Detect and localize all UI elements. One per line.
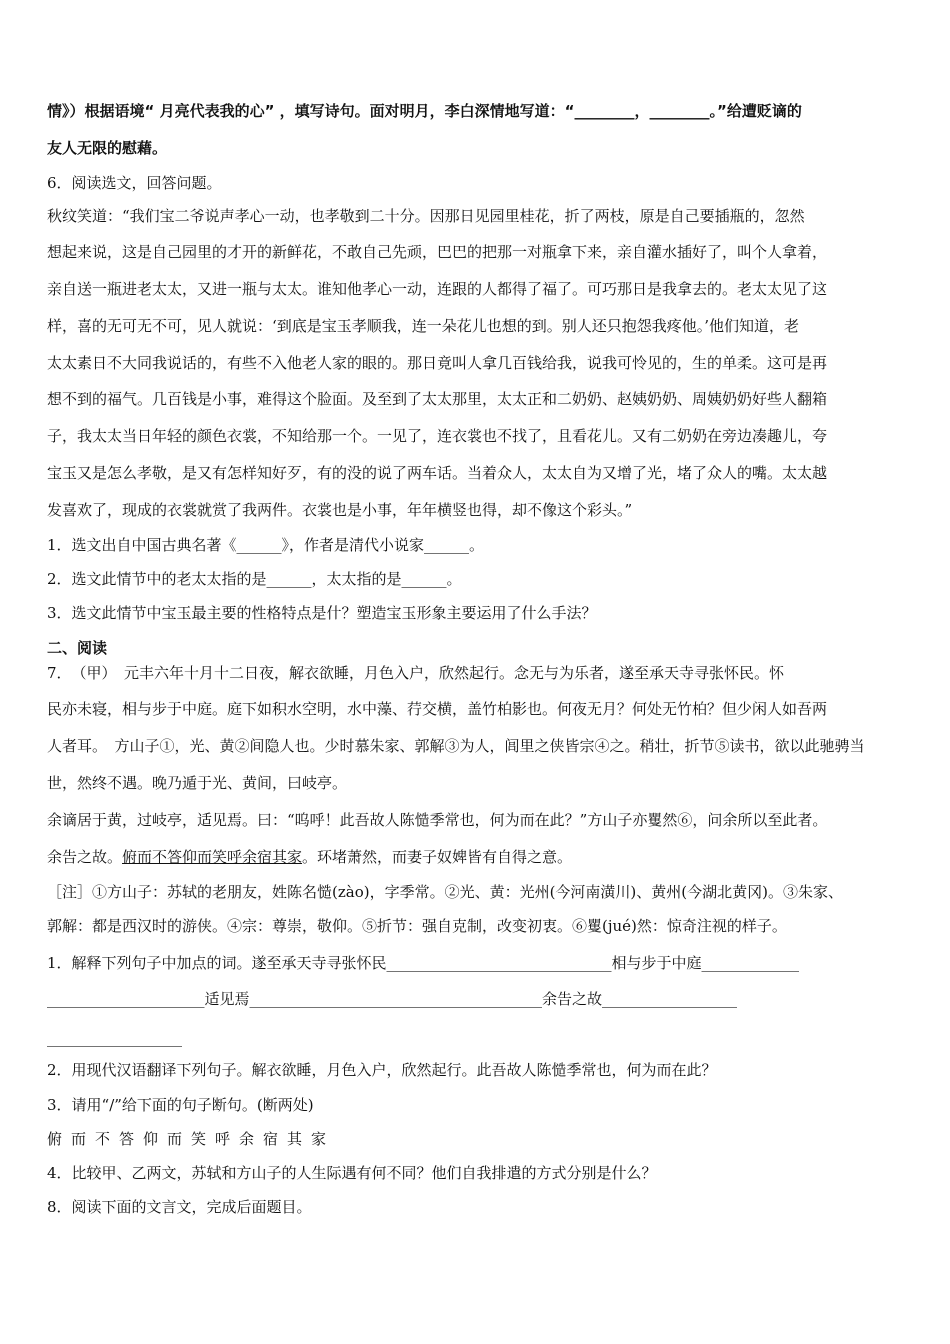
q6-question-2: 2．选文此情节中的老太太指的是______，太太指的是______。 (47, 570, 462, 588)
q7-passage-line: 7． （甲） 元丰六年十月十二日夜，解衣欲睡，月色入户，欣然起行。念无与为乐者，遂至承天寺寻张怀民。怀 (47, 664, 785, 682)
q7-note-line: 郭解：都是西汉时的游侠。④宗：尊崇，敬仰。⑤折节：强自克制，改变初衷。⑥矍(jué)然：惊奇注视的样子。 (47, 917, 787, 935)
q7-passage-line: 世，然终不遇。晚乃遁于光、黄间，曰岐亭。 (47, 774, 348, 792)
q7-passage-line: 人者耳。 方山子①，光、黄②间隐人也。少时慕朱家、郭解③为人，闾里之侠皆宗④之。稍壮，折节⑤读书，欲以此驰骋当 (47, 737, 865, 755)
q6-passage-line: 秋纹笑道：“我们宝二爷说声孝心一动，也孝敬到二十分。因那日见园里桂花，折了两枝，原是自己要插瓶的，忽然 (47, 207, 805, 225)
q6-heading: 6．阅读选文，回答问题。 (47, 174, 222, 192)
q7-question-1-line2: _____________________适见焉_______________________________________余告之故__________________ (47, 990, 738, 1008)
q5-tail-line2: 友人无限的慰藉。 (47, 139, 168, 157)
q6-passage-line: 太太素日不大同我说话的，有些不入他老人家的眼的。那日竟叫人拿几百钱给我，说我可怜见的，生的单柔。这可是再 (47, 354, 828, 372)
q6-passage-line: 样，喜的无可无不可，见人就说：‘到底是宝玉孝顺我，连一朵花儿也想的到。别人还只抱怨我疼他。’他们知道，老 (47, 317, 800, 335)
q7-note-line: ［注］①方山子：苏轼的老朋友，姓陈名慥(zào)，字季常。②光、黄：光州(今河南潢川)、黄州(今湖北黄冈)。③朱家、 (47, 883, 843, 901)
q7-passage-last-line (47, 847, 907, 867)
q8-heading: 8．阅读下面的文言文，完成后面题目。 (47, 1198, 312, 1216)
q7-question-2: 2．用现代汉语翻译下列句子。解衣欲睡，月色入户，欣然起行。此吾故人陈慥季常也，何为而在此？ (47, 1061, 717, 1079)
q7-question-4: 4．比较甲、乙两文，苏轼和方山子的人生际遇有何不同？他们自我排遣的方式分别是什么？ (47, 1164, 657, 1182)
section-title: 二、阅读 (47, 639, 108, 657)
q7-last-pre: 余告之故。 (47, 848, 123, 866)
q7-passage-line: 民亦未寝，相与步于中庭。庭下如积水空明，水中藻、荇交横，盖竹柏影也。何夜无月？何处无竹柏？但少闲人如吾两 (47, 700, 828, 718)
q6-passage-line: 想不到的福气。几百钱是小事，难得这个脸面。及至到了太太那里，太太正和二奶奶、赵姨奶奶、周姨奶奶好些人翻箱 (47, 390, 828, 408)
q6-passage-line: 发喜欢了，现成的衣裳就赏了我两件。衣裳也是小事，年年横竖也得，却不像这个彩头。” (47, 501, 633, 519)
q7-last-post: 。环堵萧然，而妻子奴婢皆有自得之意。 (302, 848, 573, 866)
q7-passage-line: 余谪居于黄，过岐亭，适见焉。曰：“呜呼！此吾故人陈慥季常也，何为而在此？”方山子亦矍然⑥，问余所以至此者。 (47, 811, 828, 829)
q6-question-3: 3．选文此情节中宝玉最主要的性格特点是什？塑造宝玉形象主要运用了什么手法？ (47, 604, 597, 622)
q7-question-3: 3．请用“/”给下面的句子断句。(断两处) (47, 1096, 314, 1114)
q6-passage-line: 宝玉又是怎么孝敬，是又有怎样知好歹，有的没的说了两车话。当着众人，太太自为又增了光，堵了众人的嘴。太太越 (47, 464, 828, 482)
q5-tail-line1: 情》）根据语境“ 月亮代表我的心” ，填写诗句。面对明月，李白深情地写道：“________，________。”给遭贬谪的 (47, 102, 802, 120)
q7-underlined-sentence: 俯而不答仰而笑呼余宿其家 (122, 848, 303, 866)
q7-question-1-line3: __________________ (47, 1029, 182, 1047)
q7-question-1-line1: 1．解释下列句子中加点的词。遂至承天寺寻张怀民______________________________相与步于中庭_____________ (47, 954, 800, 972)
q6-passage-line: 子，我太太当日年轻的颜色衣裳，不知给那一个。一见了，连衣裳也不找了，且看花儿。又有二奶奶在旁边凑趣儿，夸 (47, 427, 828, 445)
q7-question-3-sentence: 俯而不答仰而笑呼余宿其家 (47, 1130, 336, 1148)
q6-passage-line: 亲自送一瓶进老太太，又进一瓶与太太。谁知他孝心一动，连跟的人都得了福了。可巧那日是我拿去的。老太太见了这 (47, 280, 828, 298)
q6-question-1: 1．选文出自中国古典名著《______》，作者是清代小说家______。 (47, 536, 485, 554)
q6-passage-line: 想起来说，这是自己园里的才开的新鲜花，不敢自己先顽，巴巴的把那一对瓶拿下来，亲自灌水插好了，叫个人拿着， (47, 243, 828, 261)
